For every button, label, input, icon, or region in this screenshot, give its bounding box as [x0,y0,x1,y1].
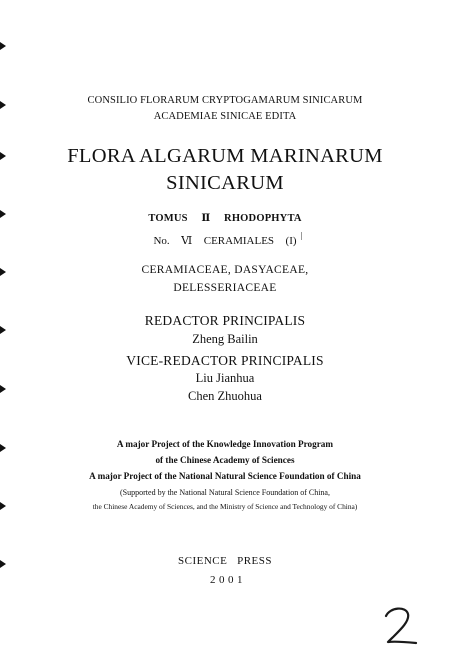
project-statement-3: A major Project of the National Natural Science Foundation of China [89,471,361,481]
part-number: (I) [285,235,297,247]
order-name: CERAMIALES [203,235,275,247]
families-line2: DELESSERIACEAE [173,282,277,294]
families-line1: CERAMIACEAE, DASYACEAE, [141,264,309,276]
number-label: No. [153,235,170,247]
publication-year: 2001 [210,574,246,586]
division-name: RHODOPHYTA [224,213,302,224]
number-line [0,234,450,247]
vice-editor-name: Chen Zhuohua [188,389,262,403]
volume-label: TOMUS [148,213,188,224]
binding-edge-mark [0,42,6,50]
support-statement-2: the Chinese Academy of Sciences, and the Ministry of Science and Technology of China) [92,502,358,511]
number-value: Ⅵ [181,235,193,247]
handwritten-number-mark [380,604,420,648]
vice-editor-role: VICE-REDACTOR PRINCIPALIS [126,353,324,368]
publishing-council: CONSILIO FLORARUM CRYPTOGAMARUM SINICARUM [87,95,363,106]
volume-number: Ⅱ [201,213,211,224]
book-title-line1: FLORA ALGARUM MARINARUM [67,145,383,167]
principal-editor-role: REDACTOR PRINCIPALIS [144,313,306,328]
volume-line [0,212,450,224]
publishing-academy: ACADEMIAE SINICAE EDITA [153,111,297,122]
support-statement-1: (Supported by the National Natural Science Foundation of China, [120,488,330,497]
vice-editor-name: Liu Jianhua [195,371,255,385]
publisher-name: SCIENCE PRESS [178,555,272,567]
project-statement-1: A major Project of the Knowledge Innovation Program [116,439,334,449]
book-title-line2: SINICARUM [166,172,284,194]
project-statement-2: of the Chinese Academy of Sciences [155,455,295,465]
principal-editor-name: Zheng Bailin [192,332,258,346]
